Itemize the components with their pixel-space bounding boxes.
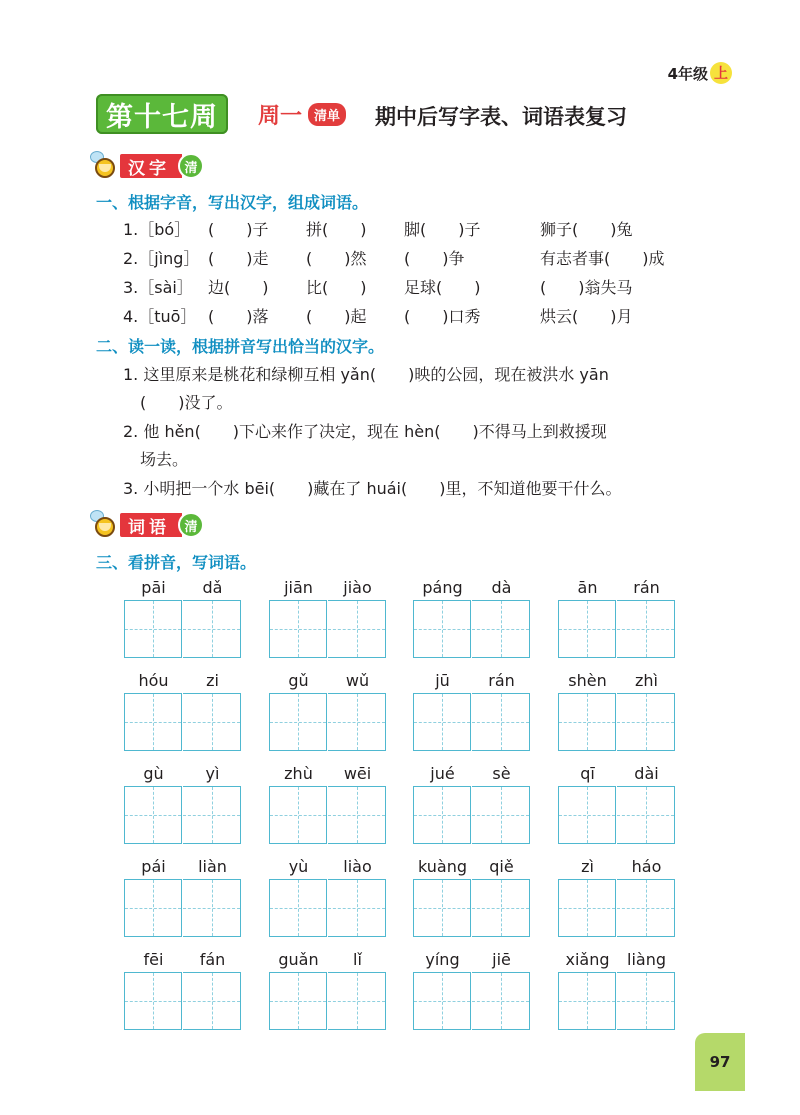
pinyin-label: wǔ [345,671,370,690]
pinyin-label: qī [580,764,595,783]
question-1-blank-item[interactable]: 烘云( )月 [540,307,633,326]
pinyin-label: jū [435,671,450,690]
writing-box[interactable] [413,786,471,844]
writing-box[interactable] [558,972,616,1030]
bee-icon [90,151,120,181]
pinyin-label: yíng [425,950,460,969]
section-banner-ciyu [90,510,204,540]
section-badge-ciyu: 清 [178,512,204,538]
question-1-blank-item[interactable]: 边( ) [208,278,269,297]
writing-box[interactable] [472,879,530,937]
pinyin-label: liào [343,857,372,876]
pinyin-label: jiān [284,578,313,597]
pinyin-label: rán [488,671,515,690]
writing-box[interactable] [472,786,530,844]
question-2-title: 二、读一读，根据拼音写出恰当的汉字。 [96,337,385,356]
question-1-blank-item[interactable]: 脚( )子 [404,220,481,239]
writing-box[interactable] [183,972,241,1030]
pinyin-label: lǐ [353,950,362,969]
pinyin-label: jué [430,764,455,783]
pinyin-label: fán [199,950,226,969]
pinyin-label: gù [143,764,164,783]
writing-box[interactable] [328,879,386,937]
day-badge: 清单 [308,103,346,126]
pinyin-label: dài [634,764,659,783]
pinyin-label: zhì [635,671,658,690]
writing-box[interactable] [269,600,327,658]
writing-box[interactable] [328,972,386,1030]
pinyin-label: sè [492,764,511,783]
writing-box[interactable] [269,786,327,844]
question-1-blank-item[interactable]: 有志者事( )成 [540,249,665,268]
grade-label [668,62,732,84]
pinyin-label: gǔ [288,671,309,690]
writing-box[interactable] [269,693,327,751]
question-1-pronunciation: 4.［tuō］ [123,307,197,326]
writing-box[interactable] [617,600,675,658]
writing-box[interactable] [328,693,386,751]
question-1-blank-item[interactable]: ( )翁失马 [540,278,633,297]
writing-box[interactable] [558,879,616,937]
writing-box[interactable] [617,972,675,1030]
page-number: 97 [695,1033,745,1091]
pinyin-label: yì [205,764,220,783]
question-2-line: 2. 他 hěn( )下心来作了决定，现在 hèn( )不得马上到救援现 [123,422,607,441]
writing-box[interactable] [472,972,530,1030]
writing-box[interactable] [617,693,675,751]
question-1-blank-item[interactable]: ( )口秀 [404,307,481,326]
question-1-title: 一、根据字音，写出汉字，组成词语。 [96,193,369,212]
pinyin-label: xiǎng [565,950,610,969]
writing-box[interactable] [558,693,616,751]
pinyin-label: pái [141,857,166,876]
writing-box[interactable] [413,879,471,937]
question-1-pronunciation: 2.［jìng］ [123,249,200,268]
writing-box[interactable] [269,879,327,937]
pinyin-label: zi [206,671,219,690]
section-label-ciyu: 词语 [120,513,182,537]
pinyin-label: jiào [343,578,372,597]
pinyin-label: qiě [489,857,514,876]
writing-box[interactable] [617,879,675,937]
grade-badge: 上 [710,62,732,84]
pinyin-label: yù [288,857,309,876]
week-badge: 第十七周 [96,94,228,134]
writing-box[interactable] [124,879,182,937]
question-1-blank-item[interactable]: ( )落 [208,307,269,326]
writing-box[interactable] [558,786,616,844]
section-banner-hanzi [90,151,204,181]
pinyin-label: shèn [568,671,607,690]
pinyin-label: liàng [627,950,666,969]
writing-box[interactable] [413,693,471,751]
question-1-blank-item[interactable]: ( )走 [208,249,269,268]
pinyin-label: wēi [343,764,372,783]
section-badge-hanzi: 清 [178,153,204,179]
question-1-blank-item[interactable]: 足球( ) [404,278,481,297]
question-3-title: 三、看拼音，写词语。 [96,553,257,572]
writing-box[interactable] [558,600,616,658]
pinyin-label: zhù [284,764,313,783]
question-1-blank-item[interactable]: 狮子( )兔 [540,220,633,239]
writing-box[interactable] [617,786,675,844]
writing-box[interactable] [183,879,241,937]
question-1-pronunciation: 1.［bó］ [123,220,191,239]
question-2-line: 场去。 [140,450,189,469]
pinyin-label: guǎn [278,950,319,969]
question-1-blank-item[interactable]: ( )争 [404,249,465,268]
pinyin-label: zì [581,857,594,876]
question-1-blank-item[interactable]: ( )然 [306,249,367,268]
pinyin-label: pāi [141,578,166,597]
pinyin-label: liàn [198,857,227,876]
writing-box[interactable] [124,786,182,844]
writing-box[interactable] [413,600,471,658]
page-title: 期中后写字表、词语表复习 [375,104,627,129]
writing-box[interactable] [124,972,182,1030]
writing-box[interactable] [472,600,530,658]
question-1-blank-item[interactable]: 拼( ) [306,220,367,239]
bee-icon [90,510,120,540]
pinyin-label: hóu [138,671,169,690]
writing-box[interactable] [269,972,327,1030]
writing-box[interactable] [124,600,182,658]
writing-box[interactable] [183,600,241,658]
pinyin-label: páng [422,578,463,597]
pinyin-label: jiē [492,950,511,969]
writing-box[interactable] [328,600,386,658]
pinyin-label: háo [631,857,662,876]
question-2-line: 3. 小明把一个水 bēi( )藏在了 huái( )里，不知道他要干什么。 [123,479,622,498]
writing-box[interactable] [328,786,386,844]
question-2-line: 1. 这里原来是桃花和绿柳互相 yǎn( )映的公园，现在被洪水 yān [123,365,609,384]
writing-box[interactable] [413,972,471,1030]
pinyin-label: kuàng [417,857,467,876]
day-text: 周一 [258,104,303,129]
pinyin-label: rán [633,578,660,597]
day-label [258,99,346,130]
pinyin-label: dà [491,578,512,597]
writing-box[interactable] [124,693,182,751]
pinyin-label: fēi [143,950,164,969]
question-2-line: ( )没了。 [140,393,233,412]
writing-box[interactable] [183,693,241,751]
question-1-blank-item[interactable]: ( )子 [208,220,269,239]
section-label-hanzi: 汉字 [120,154,182,178]
question-1-blank-item[interactable]: ( )起 [306,307,367,326]
writing-box[interactable] [183,786,241,844]
writing-box[interactable] [472,693,530,751]
pinyin-label: dǎ [202,578,223,597]
grade-text: 4年级 [667,64,708,83]
question-1-blank-item[interactable]: 比( ) [306,278,367,297]
question-1-pronunciation: 3.［sài］ [123,278,193,297]
pinyin-label: ān [577,578,598,597]
